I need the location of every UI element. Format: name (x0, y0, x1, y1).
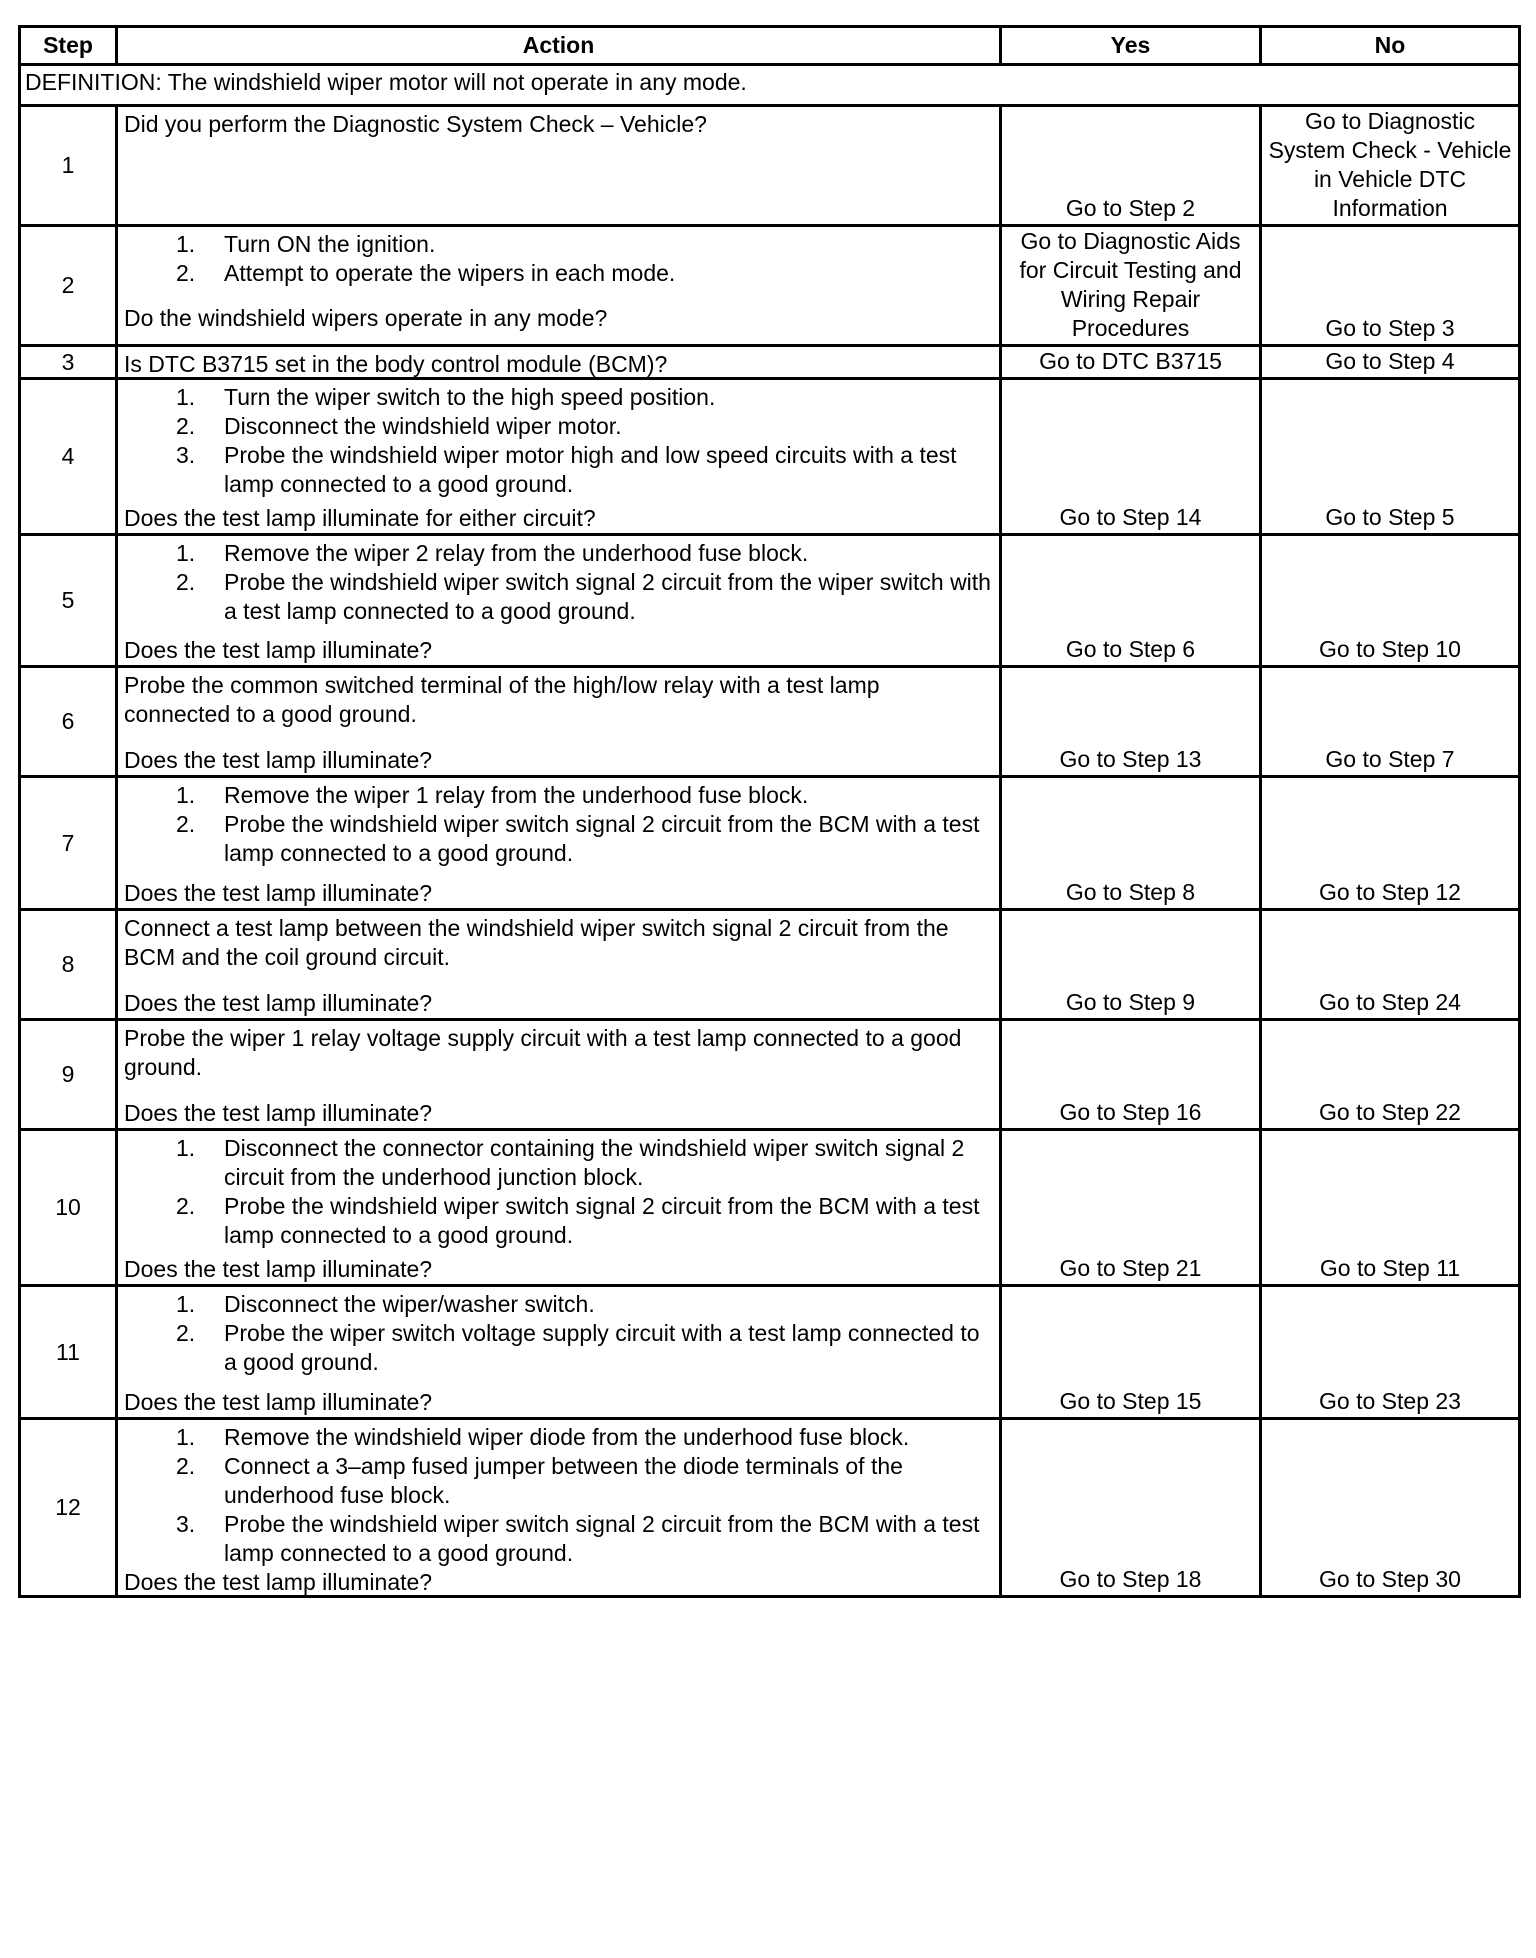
list-item-text: Disconnect the connector containing the windshield wiper switch signal 2 circuit from the underhood junction block. (224, 1135, 965, 1190)
list-item-number: 1. (176, 782, 196, 808)
action-question: Does the test lamp illuminate? (124, 1256, 433, 1282)
header-action: Action (117, 27, 1001, 65)
no-result: Go to Diagnostic System Check - Vehicle in Vehicle DTC Information (1261, 106, 1520, 226)
list-item-number: 2. (176, 413, 196, 439)
list-item-text: Disconnect the wiper/washer switch. (224, 1291, 595, 1317)
list-item (176, 568, 991, 626)
header-no: No (1261, 27, 1520, 65)
action-question: Does the test lamp illuminate? (124, 747, 433, 773)
table-row (20, 910, 1520, 1020)
action-text: Did you perform the Diagnostic System Check – Vehicle? (124, 111, 707, 137)
no-result: Go to Step 4 (1261, 346, 1520, 379)
no-result: Go to Step 22 (1261, 1020, 1520, 1130)
list-item (176, 1192, 991, 1250)
action-text: Connect a test lamp between the windshield wiper switch signal 2 circuit from the BCM and the coil ground circuit. (124, 915, 949, 970)
list-item-text: Disconnect the windshield wiper motor. (224, 413, 622, 439)
no-result: Go to Step 10 (1261, 535, 1520, 667)
yes-result: Go to Step 16 (1001, 1020, 1261, 1130)
action-question: Does the test lamp illuminate? (124, 990, 433, 1016)
list-item-text: Probe the windshield wiper switch signal 2 circuit from the BCM with a test lamp connected to a good ground. (224, 1511, 980, 1566)
action-list (124, 781, 991, 868)
list-item-text: Turn the wiper switch to the high speed position. (224, 384, 716, 410)
list-item-number: 2. (176, 811, 196, 837)
definition-row (20, 65, 1520, 106)
yes-result: Go to Diagnostic Aids for Circuit Testing and Wiring Repair Procedures (1001, 226, 1261, 346)
yes-result: Go to DTC B3715 (1001, 346, 1261, 379)
action-cell (117, 1419, 1001, 1597)
list-item-number: 1. (176, 384, 196, 410)
action-question: Does the test lamp illuminate? (124, 1569, 433, 1595)
table-row (20, 1130, 1520, 1286)
header-yes: Yes (1001, 27, 1261, 65)
list-item-number: 1. (176, 1291, 196, 1317)
header-step: Step (20, 27, 117, 65)
table-body (20, 65, 1520, 1597)
action-cell (117, 226, 1001, 346)
list-item-text: Probe the windshield wiper motor high and low speed circuits with a test lamp connected to a good ground. (224, 442, 957, 497)
action-cell (117, 777, 1001, 910)
list-item-number: 1. (176, 1135, 196, 1161)
action-cell (117, 535, 1001, 667)
action-cell (117, 1286, 1001, 1419)
list-item-text: Remove the windshield wiper diode from the underhood fuse block. (224, 1424, 910, 1450)
action-content (124, 1423, 991, 1595)
action-list (124, 1423, 991, 1568)
action-list (124, 1290, 991, 1377)
list-item (176, 230, 991, 259)
yes-result: Go to Step 21 (1001, 1130, 1261, 1286)
list-item (176, 1134, 991, 1192)
step-number: 2 (20, 226, 117, 346)
list-item-number: 3. (176, 1511, 196, 1537)
yes-result: Go to Step 9 (1001, 910, 1261, 1020)
no-result: Go to Step 3 (1261, 226, 1520, 346)
action-content (124, 539, 991, 665)
table-row (20, 535, 1520, 667)
list-item (176, 383, 991, 412)
action-question: Does the test lamp illuminate? (124, 637, 433, 663)
action-cell (117, 346, 1001, 379)
list-item-number: 1. (176, 540, 196, 566)
list-item-number: 2. (176, 1453, 196, 1479)
yes-result: Go to Step 14 (1001, 379, 1261, 535)
action-question: Do the windshield wipers operate in any mode? (124, 305, 608, 331)
no-result: Go to Step 7 (1261, 667, 1520, 777)
list-item-number: 1. (176, 1424, 196, 1450)
list-item-text: Remove the wiper 2 relay from the underhood fuse block. (224, 540, 809, 566)
action-list (124, 1134, 991, 1250)
action-cell (117, 1130, 1001, 1286)
action-content (124, 350, 991, 377)
list-item (176, 539, 991, 568)
list-item (176, 441, 991, 499)
step-number: 6 (20, 667, 117, 777)
list-item (176, 1452, 991, 1510)
action-cell (117, 106, 1001, 226)
action-list (124, 539, 991, 626)
action-cell (117, 1020, 1001, 1130)
list-item-number: 2. (176, 260, 196, 286)
step-number: 1 (20, 106, 117, 226)
action-question: Does the test lamp illuminate? (124, 880, 433, 906)
yes-result: Go to Step 15 (1001, 1286, 1261, 1419)
action-text: Probe the wiper 1 relay voltage supply circuit with a test lamp connected to a good ground. (124, 1025, 962, 1080)
list-item-text: Turn ON the ignition. (224, 231, 436, 257)
no-result: Go to Step 12 (1261, 777, 1520, 910)
list-item-number: 2. (176, 569, 196, 595)
action-cell (117, 667, 1001, 777)
action-content (124, 914, 991, 1018)
list-item-number: 2. (176, 1193, 196, 1219)
action-content (124, 671, 991, 775)
step-number: 7 (20, 777, 117, 910)
step-number: 11 (20, 1286, 117, 1419)
list-item (176, 1423, 991, 1452)
action-question: Does the test lamp illuminate for either circuit? (124, 505, 596, 531)
table-row (20, 1286, 1520, 1419)
list-item-text: Attempt to operate the wipers in each mode. (224, 260, 676, 286)
list-item (176, 781, 991, 810)
action-content (124, 1134, 991, 1284)
action-text: Is DTC B3715 set in the body control module (BCM)? (124, 351, 668, 377)
step-number: 8 (20, 910, 117, 1020)
yes-result: Go to Step 18 (1001, 1419, 1261, 1597)
action-content (124, 110, 991, 203)
no-result: Go to Step 24 (1261, 910, 1520, 1020)
definition-text: DEFINITION: The windshield wiper motor will not operate in any mode. (20, 65, 1520, 106)
yes-result: Go to Step 13 (1001, 667, 1261, 777)
table-row (20, 106, 1520, 226)
action-question: Does the test lamp illuminate? (124, 1100, 433, 1126)
list-item-text: Remove the wiper 1 relay from the underhood fuse block. (224, 782, 809, 808)
list-item-number: 3. (176, 442, 196, 468)
list-item-text: Probe the windshield wiper switch signal 2 circuit from the wiper switch with a test lamp connected to a good ground. (224, 569, 991, 624)
diagnostic-table (18, 25, 1521, 1598)
table-row (20, 1419, 1520, 1597)
action-content (124, 781, 991, 908)
action-cell (117, 379, 1001, 535)
table-row (20, 777, 1520, 910)
list-item-text: Probe the windshield wiper switch signal 2 circuit from the BCM with a test lamp connected to a good ground. (224, 1193, 980, 1248)
action-content (124, 1290, 991, 1417)
table-row (20, 667, 1520, 777)
no-result: Go to Step 23 (1261, 1286, 1520, 1419)
header-row (20, 27, 1520, 65)
yes-result: Go to Step 8 (1001, 777, 1261, 910)
table-row (20, 1020, 1520, 1130)
action-content (124, 230, 991, 333)
table-row (20, 379, 1520, 535)
no-result: Go to Step 30 (1261, 1419, 1520, 1597)
step-number: 4 (20, 379, 117, 535)
list-item-number: 2. (176, 1320, 196, 1346)
list-item-text: Probe the wiper switch voltage supply circuit with a test lamp connected to a good ground. (224, 1320, 980, 1375)
table-row (20, 226, 1520, 346)
list-item (176, 1319, 991, 1377)
list-item (176, 1290, 991, 1319)
list-item (176, 412, 991, 441)
action-cell (117, 910, 1001, 1020)
step-number: 3 (20, 346, 117, 379)
yes-result: Go to Step 2 (1001, 106, 1261, 226)
step-number: 12 (20, 1419, 117, 1597)
action-content (124, 1024, 991, 1128)
list-item-number: 1. (176, 231, 196, 257)
action-list (124, 230, 991, 288)
yes-result: Go to Step 6 (1001, 535, 1261, 667)
step-number: 9 (20, 1020, 117, 1130)
action-content (124, 383, 991, 533)
list-item (176, 259, 991, 288)
list-item (176, 810, 991, 868)
no-result: Go to Step 11 (1261, 1130, 1520, 1286)
action-question: Does the test lamp illuminate? (124, 1389, 433, 1415)
list-item (176, 1510, 991, 1568)
list-item-text: Connect a 3–amp fused jumper between the diode terminals of the underhood fuse block. (224, 1453, 903, 1508)
step-number: 10 (20, 1130, 117, 1286)
list-item-text: Probe the windshield wiper switch signal 2 circuit from the BCM with a test lamp connected to a good ground. (224, 811, 980, 866)
action-text: Probe the common switched terminal of the high/low relay with a test lamp connected to a good ground. (124, 672, 880, 727)
no-result: Go to Step 5 (1261, 379, 1520, 535)
table-row (20, 346, 1520, 379)
action-list (124, 383, 991, 499)
step-number: 5 (20, 535, 117, 667)
